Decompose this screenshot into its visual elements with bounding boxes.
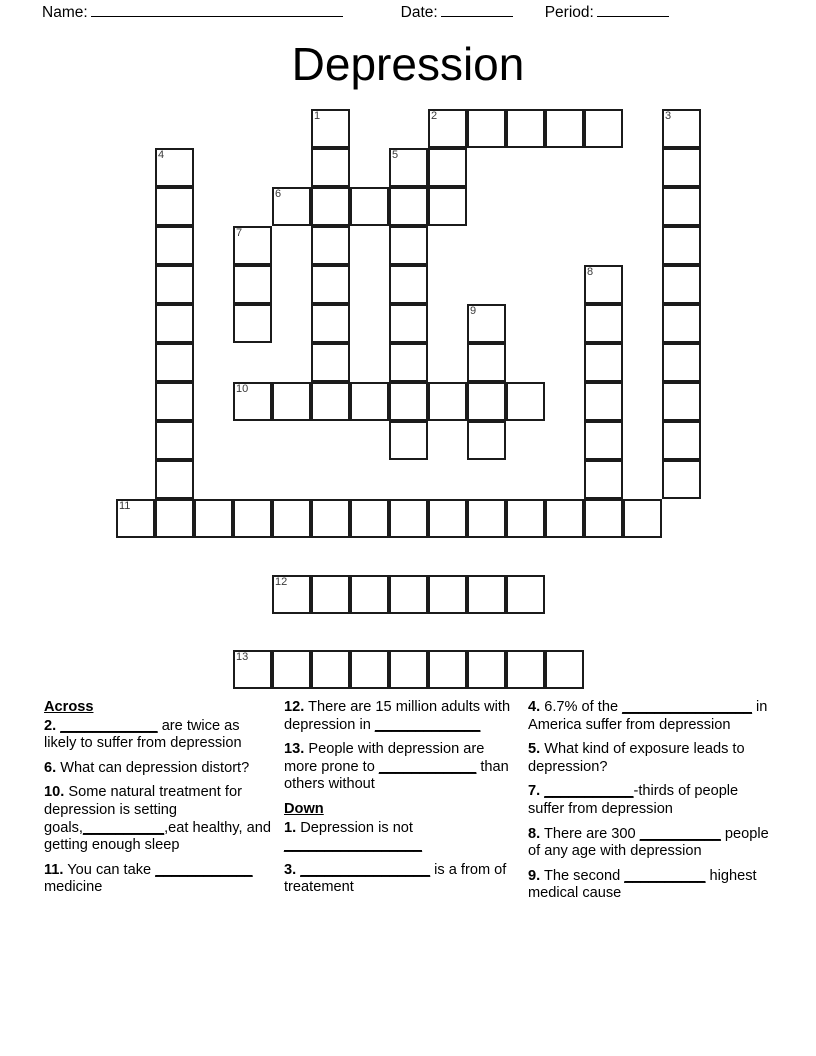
cell-number: 10 — [236, 383, 249, 395]
grid-cell[interactable] — [428, 650, 467, 689]
down-heading: Down — [284, 800, 324, 817]
period-label: Period: — [544, 4, 594, 21]
grid-cell[interactable] — [155, 421, 194, 460]
grid-cell[interactable] — [467, 382, 506, 421]
grid-cell-start-11[interactable] — [116, 499, 155, 538]
grid-cell[interactable] — [272, 382, 311, 421]
grid-cell[interactable] — [233, 499, 272, 538]
grid-cell[interactable] — [272, 650, 311, 689]
grid-cell[interactable] — [428, 499, 467, 538]
grid-cell[interactable] — [584, 382, 623, 421]
grid-cell-start-5[interactable] — [389, 148, 428, 187]
clue-item — [284, 699, 516, 734]
grid-cell[interactable] — [350, 650, 389, 689]
clue-item — [284, 741, 516, 794]
grid-cell-start-2[interactable] — [428, 109, 467, 148]
clue-column-2 — [284, 699, 528, 910]
clue-answer-blank[interactable]: ___________ — [544, 783, 634, 800]
clue-text: People with depression are more prone to — [284, 741, 485, 775]
clue-text: What kind of exposure leads to depression? — [528, 741, 745, 775]
clue-text: You can take — [63, 861, 156, 878]
across-heading: Across — [44, 699, 94, 715]
grid-cell[interactable] — [389, 575, 428, 614]
grid-cell[interactable] — [389, 187, 428, 226]
clue-text: ,eat healthy, and getting enough sleep — [44, 819, 271, 854]
clue-text: highest medical cause — [528, 867, 757, 902]
clue-text: What can depression distort? — [56, 759, 250, 776]
clue-answer-blank[interactable]: __________ — [624, 867, 706, 884]
grid-cell-start-9[interactable] — [467, 304, 506, 343]
cell-number: 6 — [275, 188, 282, 200]
grid-cell[interactable] — [584, 499, 623, 538]
clue-number: 10. — [44, 784, 65, 801]
clue-text: Depression is not — [296, 819, 413, 836]
grid-cell[interactable] — [311, 265, 350, 304]
clue-text: 6.7% of the — [540, 699, 623, 715]
grid-cell[interactable] — [467, 499, 506, 538]
date-field-group — [401, 4, 513, 22]
cell-number: 9 — [470, 305, 477, 317]
grid-cell[interactable] — [545, 109, 584, 148]
clue-text: are twice as likely to suffer from depression — [44, 717, 242, 752]
clue-item — [44, 718, 272, 753]
page-title: Depression — [291, 38, 525, 90]
clue-text: people of any age with depression — [528, 825, 769, 860]
clue-number: 5. — [528, 741, 541, 758]
down-clue-list-continued — [528, 699, 772, 903]
grid-cell[interactable] — [389, 304, 428, 343]
clue-answer-blank[interactable]: __________ — [82, 819, 165, 836]
grid-cell[interactable] — [155, 226, 194, 265]
grid-cell-start-6[interactable] — [272, 187, 311, 226]
cell-number: 7 — [236, 227, 243, 239]
grid-cell[interactable] — [428, 187, 467, 226]
clue-item — [528, 783, 772, 818]
grid-cell[interactable] — [584, 421, 623, 460]
grid-cell[interactable] — [350, 575, 389, 614]
clue-item — [528, 699, 772, 734]
grid-cell[interactable] — [584, 343, 623, 382]
cell-number: 2 — [431, 110, 438, 122]
across-clue-list-continued — [284, 699, 516, 794]
period-write-line[interactable] — [597, 4, 669, 17]
grid-cell[interactable] — [662, 148, 701, 187]
grid-cell[interactable] — [155, 499, 194, 538]
clue-item — [528, 826, 772, 861]
clue-number: 8. — [528, 825, 541, 842]
grid-cell[interactable] — [662, 187, 701, 226]
grid-cell[interactable] — [311, 650, 350, 689]
cell-number: 13 — [236, 651, 249, 663]
clue-item — [44, 862, 272, 897]
grid-cell[interactable] — [662, 382, 701, 421]
clue-number: 12. — [284, 699, 305, 715]
clue-text: -thirds of people suffer from depression — [528, 783, 739, 817]
grid-cell[interactable] — [389, 650, 428, 689]
grid-cell[interactable] — [662, 304, 701, 343]
clue-text: There are 300 — [540, 825, 640, 842]
date-label: Date: — [400, 4, 438, 21]
clue-item — [528, 741, 772, 776]
cell-number: 11 — [119, 500, 131, 512]
cell-number: 12 — [275, 576, 288, 588]
grid-cell[interactable] — [194, 499, 233, 538]
grid-cell[interactable] — [311, 575, 350, 614]
grid-cell[interactable] — [350, 499, 389, 538]
period-field-group — [545, 4, 669, 22]
clue-number: 13. — [284, 741, 305, 758]
grid-cell[interactable] — [584, 460, 623, 499]
grid-cell[interactable] — [467, 650, 506, 689]
grid-cell[interactable] — [428, 148, 467, 187]
clue-item — [528, 868, 772, 903]
grid-cell[interactable] — [389, 343, 428, 382]
grid-cell-start-7[interactable] — [233, 226, 272, 265]
grid-cell[interactable] — [467, 575, 506, 614]
grid-cell[interactable] — [545, 650, 584, 689]
grid-cell[interactable] — [389, 265, 428, 304]
clue-text: than others without — [284, 758, 509, 793]
grid-cell[interactable] — [545, 499, 584, 538]
grid-cell[interactable] — [662, 265, 701, 304]
clue-answer-blank[interactable]: ____________ — [60, 717, 158, 734]
clue-text: in America suffer from depression — [528, 699, 768, 733]
grid-cell[interactable] — [311, 187, 350, 226]
grid-cell[interactable] — [389, 382, 428, 421]
clue-answer-blank[interactable]: __________ — [639, 825, 721, 842]
grid-cell[interactable] — [662, 226, 701, 265]
clue-answer-blank[interactable]: ________________ — [300, 861, 431, 878]
clue-item — [284, 862, 516, 897]
cell-number: 1 — [314, 110, 321, 122]
grid-cell[interactable] — [311, 304, 350, 343]
name-label: Name: — [42, 4, 88, 21]
cell-number: 8 — [587, 266, 594, 278]
cell-number: 4 — [158, 149, 165, 161]
grid-cell[interactable] — [350, 382, 389, 421]
down-clue-list — [284, 820, 516, 897]
clue-text: The second — [540, 867, 625, 884]
grid-cell[interactable] — [506, 650, 545, 689]
clue-answer-blank[interactable]: _____________ — [374, 716, 481, 733]
grid-cell[interactable] — [389, 421, 428, 460]
grid-cell[interactable] — [428, 575, 467, 614]
name-write-line[interactable] — [91, 4, 343, 17]
clue-item — [44, 784, 272, 854]
grid-cell-start-4[interactable] — [155, 148, 194, 187]
name-field-group — [42, 4, 343, 22]
grid-cell[interactable] — [389, 499, 428, 538]
cell-number: 3 — [665, 110, 672, 122]
clue-answer-blank[interactable]: ________________ — [622, 699, 752, 715]
worksheet-header — [0, 0, 816, 26]
grid-cell[interactable] — [155, 382, 194, 421]
across-clue-list — [44, 718, 272, 897]
grid-cell[interactable] — [233, 304, 272, 343]
grid-cell[interactable] — [506, 382, 545, 421]
grid-cell[interactable] — [155, 304, 194, 343]
clue-item — [44, 760, 272, 778]
grid-cell[interactable] — [662, 460, 701, 499]
grid-cell[interactable] — [155, 187, 194, 226]
clue-number: 2. — [44, 717, 57, 734]
grid-cell[interactable] — [584, 304, 623, 343]
clue-text: Some natural treatment for depression is setting goals, — [44, 784, 242, 836]
grid-cell[interactable] — [155, 460, 194, 499]
clue-text: There are 15 million adults with depression in — [284, 699, 511, 733]
clue-answer-blank[interactable]: ____________ — [378, 758, 477, 775]
clue-number: 9. — [528, 867, 541, 884]
grid-cell[interactable] — [506, 499, 545, 538]
grid-cell[interactable] — [311, 382, 350, 421]
clues-container — [44, 699, 784, 910]
clue-number: 7. — [528, 783, 541, 800]
grid-cell[interactable] — [467, 343, 506, 382]
grid-cell[interactable] — [584, 109, 623, 148]
clue-number: 3. — [284, 861, 297, 878]
clue-item — [284, 820, 516, 855]
grid-cell[interactable] — [428, 382, 467, 421]
clue-text: medicine — [44, 879, 103, 896]
grid-cell[interactable] — [506, 109, 545, 148]
clue-answer-blank[interactable]: _________________ — [284, 837, 422, 854]
cell-number: 5 — [392, 149, 399, 161]
clue-column-1 — [44, 699, 284, 910]
date-write-line[interactable] — [441, 4, 513, 17]
grid-cell[interactable] — [272, 499, 311, 538]
grid-cell[interactable] — [467, 109, 506, 148]
clue-answer-blank[interactable]: ____________ — [155, 861, 253, 878]
grid-cell[interactable] — [311, 343, 350, 382]
clue-number: 6. — [44, 759, 57, 776]
grid-cell[interactable] — [311, 148, 350, 187]
grid-cell[interactable] — [350, 187, 389, 226]
grid-cell[interactable] — [311, 499, 350, 538]
clue-number: 11. — [44, 861, 64, 878]
grid-cell-start-10[interactable] — [233, 382, 272, 421]
grid-cell[interactable] — [467, 421, 506, 460]
grid-cell-start-13[interactable] — [233, 650, 272, 689]
clue-text: is a from of treatement — [284, 861, 507, 896]
grid-cell[interactable] — [311, 226, 350, 265]
grid-cell[interactable] — [155, 265, 194, 304]
grid-cell[interactable] — [662, 343, 701, 382]
grid-cell[interactable] — [662, 421, 701, 460]
clue-column-3 — [528, 699, 784, 910]
grid-cell-start-3[interactable] — [662, 109, 701, 148]
grid-cell-start-1[interactable] — [311, 109, 350, 148]
grid-cell-start-12[interactable] — [272, 575, 311, 614]
grid-cell[interactable] — [623, 499, 662, 538]
grid-cell[interactable] — [155, 343, 194, 382]
clue-number: 4. — [528, 699, 541, 715]
grid-cell[interactable] — [233, 265, 272, 304]
grid-cell-start-8[interactable] — [584, 265, 623, 304]
clue-number: 1. — [284, 819, 297, 836]
grid-cell[interactable] — [506, 575, 545, 614]
grid-cell[interactable] — [389, 226, 428, 265]
